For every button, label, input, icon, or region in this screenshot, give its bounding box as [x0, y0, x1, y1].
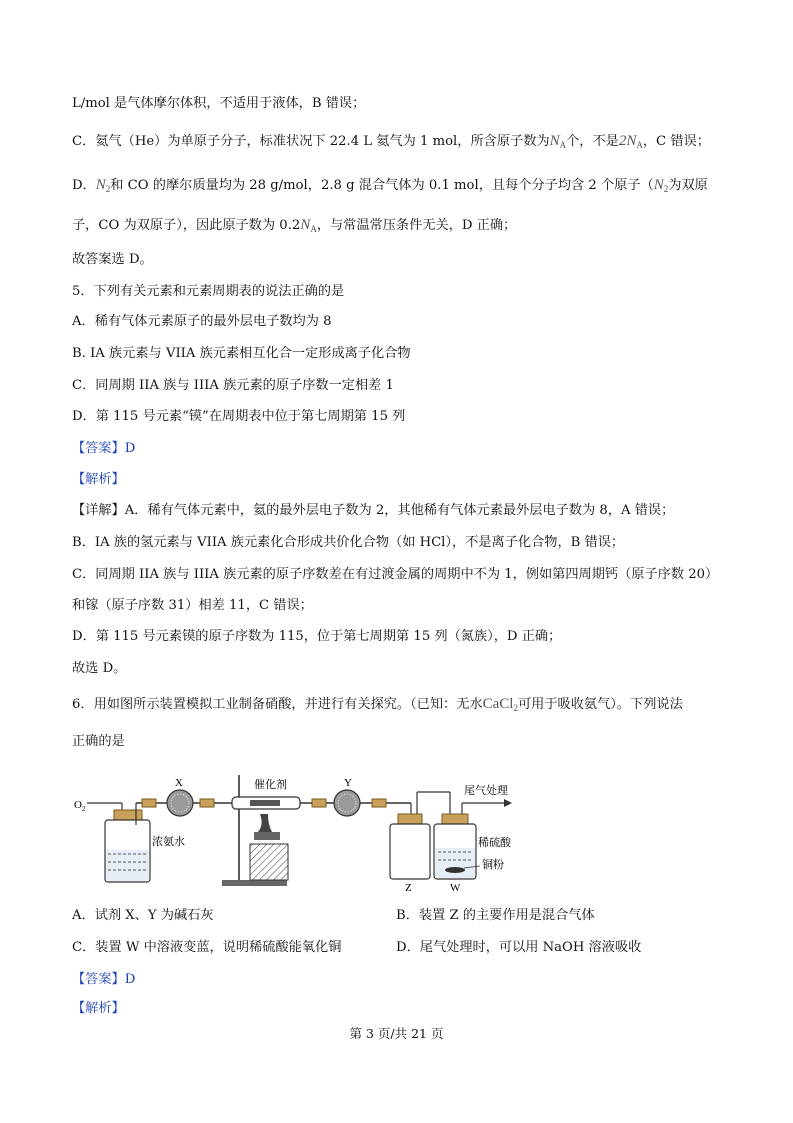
stand-base: [222, 880, 287, 886]
copper-powder: [445, 867, 465, 873]
q6-option-d: D．尾气处理时，可以用 NaOH 溶液吸收: [396, 940, 642, 955]
burner-top: [254, 832, 280, 840]
q6-option-b: B．装置 Z 的主要作用是混合气体: [396, 908, 595, 923]
catalyst-label: 催化剂: [254, 778, 287, 791]
connector: [142, 799, 156, 807]
connector: [312, 799, 326, 807]
y-label: Y: [344, 777, 352, 789]
prev-option-c: C．氦气（He）为单原子分子，标准状况下 22.4 L 氦气为 1 mol，所含原子数为$N_A$个，不是$2N_A$，C 错误；: [72, 133, 710, 150]
q6-option-c: C．装置 W 中溶液变蓝，说明稀硫酸能氧化铜: [72, 940, 342, 955]
q5-conclusion: 故选 D。: [72, 661, 127, 676]
prev-option-d-cont: 子，CO 为双原子），因此原子数为 $0.2N_A$，与常温常压条件无关，D 正确；: [72, 217, 517, 234]
q5-option-b: B. IA 族元素与 VIIA 族元素相互化合一定形成离子化合物: [72, 346, 411, 361]
prev-line-1: L/mol 是气体摩尔体积，不适用于液体，B 错误；: [72, 96, 366, 111]
ammonia-label: 浓氨水: [152, 835, 185, 848]
connector: [372, 799, 386, 807]
z-label: Z: [405, 882, 412, 894]
q5-detail-4: 和镓（原子序数 31）相差 11，C 错误；: [72, 598, 313, 613]
math-n2-b: $N_2$: [653, 177, 669, 194]
math-na-b: $N_A$: [300, 217, 317, 234]
page-footer: 第 3 页/共 21 页: [349, 1026, 444, 1041]
prev-option-d: D．$N_2$和 CO 的摩尔质量均为 28 g/mol，2.8 g 混合气体为 0.1 mol，且每个分子均含 2 个原子（$N_2$为双原: [72, 177, 708, 194]
tail-gas-arrow-icon: [504, 799, 512, 807]
w-bottle-stopper: [442, 814, 468, 824]
q6-option-a: A．试剂 X、Y 为碱石灰: [72, 908, 214, 923]
tail-gas-label: 尾气处理: [464, 784, 508, 797]
math-n2: $N_2$: [95, 177, 111, 194]
q6-analysis-heading: 【解析】: [72, 1001, 125, 1016]
burner-block: [250, 844, 288, 880]
math-2na: $2N_A$: [618, 133, 643, 150]
burner-flame: [258, 814, 272, 832]
q5-detail-2: B．IA 族的氢元素与 VIIA 族元素化合形成共价化合物（如 HCl），不是离子化合物，B 错误；: [72, 535, 625, 550]
q6-stem-cont: 正确的是: [72, 734, 125, 749]
q5-option-a: A．稀有气体元素原子的最外层电子数均为 8: [72, 314, 332, 329]
ammonia-bottle-stopper: [114, 810, 142, 820]
catalyst-bed: [250, 800, 280, 806]
o2-label: $O_2$: [74, 799, 86, 813]
q5-stem: 5．下列有关元素和元素周期表的说法正确的是: [72, 284, 345, 299]
q5-detail-1: 【详解】A．稀有气体元素中，氦的最外层电子数为 2，其他稀有气体元素最外层电子数为 8，A 错误；: [72, 503, 675, 518]
q5-answer: 【答案】D: [72, 441, 136, 456]
z-bottle-stopper: [398, 814, 422, 824]
q5-detail-3: C．同周期 IIA 族与 IIIA 族元素的原子序数差在有过渡金属的周期中不为 1，例如第四周期钙（原子序数 20）: [72, 567, 719, 582]
x-label: X: [175, 777, 183, 789]
ammonia-liquid: [106, 850, 149, 881]
prev-conclusion: 故答案选 D。: [72, 252, 153, 267]
bottle-z: [390, 824, 430, 879]
apparatus-diagram: [72, 770, 512, 895]
copper-label: 铜粉: [482, 858, 504, 871]
q6-stem: 6．用如图所示装置模拟工业制备硝酸，并进行有关探究。（已知：无水CaCl$_2$可用于吸收氨气）。下列说法: [72, 696, 683, 713]
math-na: $N_A$: [549, 133, 567, 150]
q5-option-d: D．第 115 号元素“镆”在周期表中位于第七周期第 15 列: [72, 409, 406, 424]
q6-answer: 【答案】D: [72, 972, 136, 987]
w-label: W: [450, 882, 461, 894]
math-cacl2: CaCl$_2$: [482, 696, 518, 713]
connector: [200, 799, 214, 807]
q5-option-c: C．同周期 IIA 族与 IIIA 族元素的原子序数一定相差 1: [72, 378, 394, 393]
q5-detail-5: D．第 115 号元素镆的原子序数为 115，位于第七周期第 15 列（氮族），D 正确；: [72, 629, 562, 644]
q5-analysis-heading: 【解析】: [72, 472, 125, 487]
dilute-acid-label: 稀硫酸: [478, 836, 511, 849]
